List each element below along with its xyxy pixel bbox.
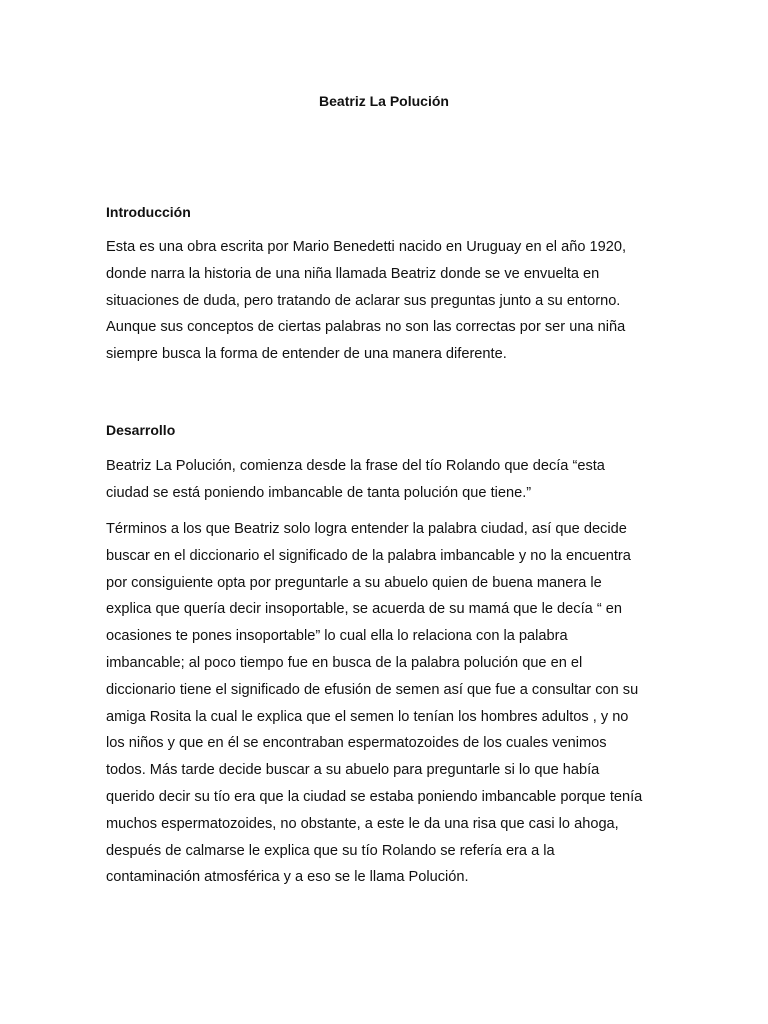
paragraph-line: Términos a los que Beatriz solo logra entender la palabra ciudad, así que decide: [106, 521, 627, 537]
paragraph-line: Aunque sus conceptos de ciertas palabras no son las correctas por ser una niña: [106, 319, 626, 336]
paragraph-line: Beatriz La Polución, comienza desde la frase del tío Rolando que decía “esta: [106, 458, 605, 474]
paragraph-line: después de calmarse le explica que su tío Rolando se refería era a la: [106, 842, 555, 859]
paragraph-line: muchos espermatozoides, no obstante, a este le da una risa que casi lo ahoga,: [106, 815, 619, 832]
paragraph-line: imbancable; al poco tiempo fue en busca de la palabra polución que en el: [106, 654, 583, 671]
paragraph-line: buscar en el diccionario el significado de la palabra imbancable y no la encuentra: [106, 547, 631, 564]
paragraph-line: explica que quería decir insoportable, se acuerda de su mamá que le decía “ en: [106, 601, 622, 618]
paragraph-line: diccionario tiene el significado de efusión de semen así que fue a consultar con su: [106, 681, 639, 698]
paragraph-line: querido decir su tío era que la ciudad se estaba poniendo imbancable porque tenía: [106, 788, 643, 805]
paragraph-line: amiga Rosita la cual le explica que el semen lo tenían los hombres adultos , y no: [106, 708, 629, 725]
paragraph-line: ocasiones te pones insoportable” lo cual ella lo relaciona con la palabra: [106, 628, 568, 645]
paragraph-line: contaminación atmosférica y a eso se le llama Polución.: [106, 869, 469, 886]
development-paragraph-2: [106, 516, 666, 891]
paragraph-line: los niños y que en él se encontraban espermatozoides de los cuales venimos: [106, 735, 607, 752]
paragraph-line: ciudad se está poniendo imbancable de tanta polución que tiene.”: [106, 484, 532, 501]
paragraph-line: todos. Más tarde decide buscar a su abuelo para preguntarle si lo que había: [106, 762, 600, 779]
paragraph-line: por consiguiente opta por preguntarle a su abuelo quien de buena manera le: [106, 574, 602, 591]
paragraph-line: siempre busca la forma de entender de una manera diferente.: [106, 346, 507, 363]
document-title: Beatriz La Polución: [319, 93, 449, 109]
paragraph-line: Esta es una obra escrita por Mario Benedetti nacido en Uruguay en el año 1920,: [106, 239, 627, 255]
section-heading-introduccion: Introducción: [106, 204, 191, 220]
intro-paragraph: [106, 234, 666, 368]
paragraph-line: donde narra la historia de una niña llamada Beatriz donde se ve envuelta en: [106, 265, 600, 282]
paragraph-line: situaciones de duda, pero tratando de aclarar sus preguntas junto a su entorno.: [106, 292, 621, 309]
development-paragraph-1: [106, 453, 666, 507]
section-heading-desarrollo: Desarrollo: [106, 422, 176, 438]
